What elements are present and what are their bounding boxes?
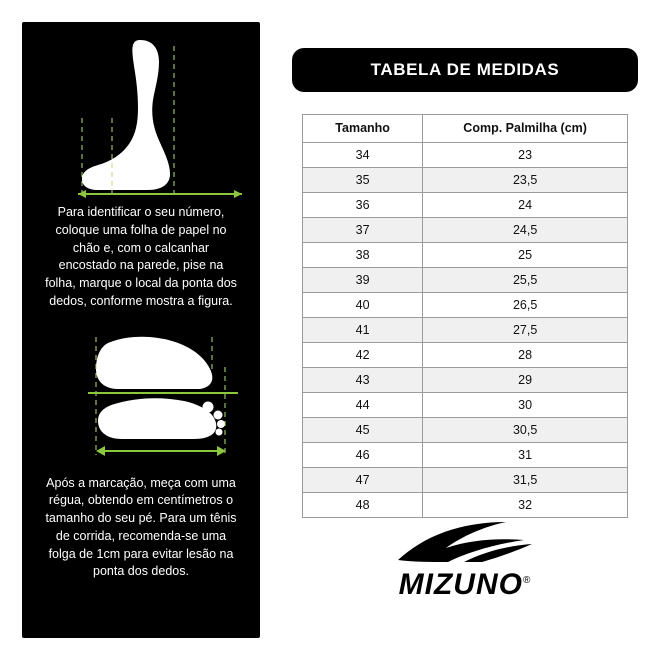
brand-logo (372, 520, 558, 602)
cell-insole-length: 23 (423, 143, 628, 168)
table-row (303, 218, 628, 243)
cell-size: 40 (303, 293, 423, 318)
cell-size: 45 (303, 418, 423, 443)
cell-size: 35 (303, 168, 423, 193)
cell-insole-length: 31 (423, 443, 628, 468)
table-row (303, 343, 628, 368)
table-header-row (303, 115, 628, 143)
column-header-insole-length: Comp. Palmilha (cm) (423, 115, 628, 143)
column-header-size: Tamanho (303, 115, 423, 143)
table-row (303, 268, 628, 293)
table-row (303, 368, 628, 393)
brand-name: MIZUNO® (398, 568, 532, 601)
cell-insole-length: 31,5 (423, 468, 628, 493)
cell-insole-length: 28 (423, 343, 628, 368)
size-table (302, 114, 628, 518)
instruction-text-2: Após a marcação, meça com uma régua, obtendo em centímetros o tamanho do seu pé. Para um tênis de corrida, recomenda-se uma folga de 1cm para evitar lesão na ponta dos dedos. (45, 475, 237, 579)
table-row (303, 393, 628, 418)
cell-size: 36 (303, 193, 423, 218)
table-row (303, 493, 628, 518)
cell-size: 42 (303, 343, 423, 368)
table-row (303, 318, 628, 343)
cell-insole-length: 25 (423, 243, 628, 268)
foot-measurement-diagram (22, 329, 260, 469)
foot-side-profile-diagram (22, 22, 260, 204)
cell-insole-length: 23,5 (423, 168, 628, 193)
cell-insole-length: 27,5 (423, 318, 628, 343)
cell-insole-length: 30 (423, 393, 628, 418)
cell-insole-length: 29 (423, 368, 628, 393)
table-row (303, 193, 628, 218)
size-table-wrapper (302, 114, 628, 518)
cell-size: 39 (303, 268, 423, 293)
cell-insole-length: 25,5 (423, 268, 628, 293)
cell-size: 43 (303, 368, 423, 393)
cell-size: 47 (303, 468, 423, 493)
table-row (303, 243, 628, 268)
cell-insole-length: 26,5 (423, 293, 628, 318)
table-row (303, 168, 628, 193)
mizuno-bird-logo (390, 520, 540, 566)
cell-size: 37 (303, 218, 423, 243)
table-row (303, 418, 628, 443)
cell-insole-length: 30,5 (423, 418, 628, 443)
cell-insole-length: 24,5 (423, 218, 628, 243)
cell-size: 48 (303, 493, 423, 518)
foot-measurement-svg (22, 329, 260, 469)
table-row (303, 468, 628, 493)
cell-size: 41 (303, 318, 423, 343)
foot-side-profile-svg (22, 22, 260, 204)
cell-size: 34 (303, 143, 423, 168)
page-title-text: TABELA DE MEDIDAS (370, 60, 560, 79)
cell-size: 46 (303, 443, 423, 468)
instruction-text-1: Para identificar o seu número, coloque uma folha de papel no chão e, com o calcanhar encostado na parede, pise na folha, marque o local da ponta dos dedos, conforme mostra a figura. (45, 205, 237, 308)
cell-insole-length: 32 (423, 493, 628, 518)
cell-insole-length: 24 (423, 193, 628, 218)
table-row (303, 293, 628, 318)
table-row (303, 443, 628, 468)
registered-mark: ® (522, 575, 532, 586)
cell-size: 38 (303, 243, 423, 268)
instructions-panel (22, 22, 260, 638)
page-title (292, 48, 638, 92)
cell-size: 44 (303, 393, 423, 418)
table-row (303, 143, 628, 168)
